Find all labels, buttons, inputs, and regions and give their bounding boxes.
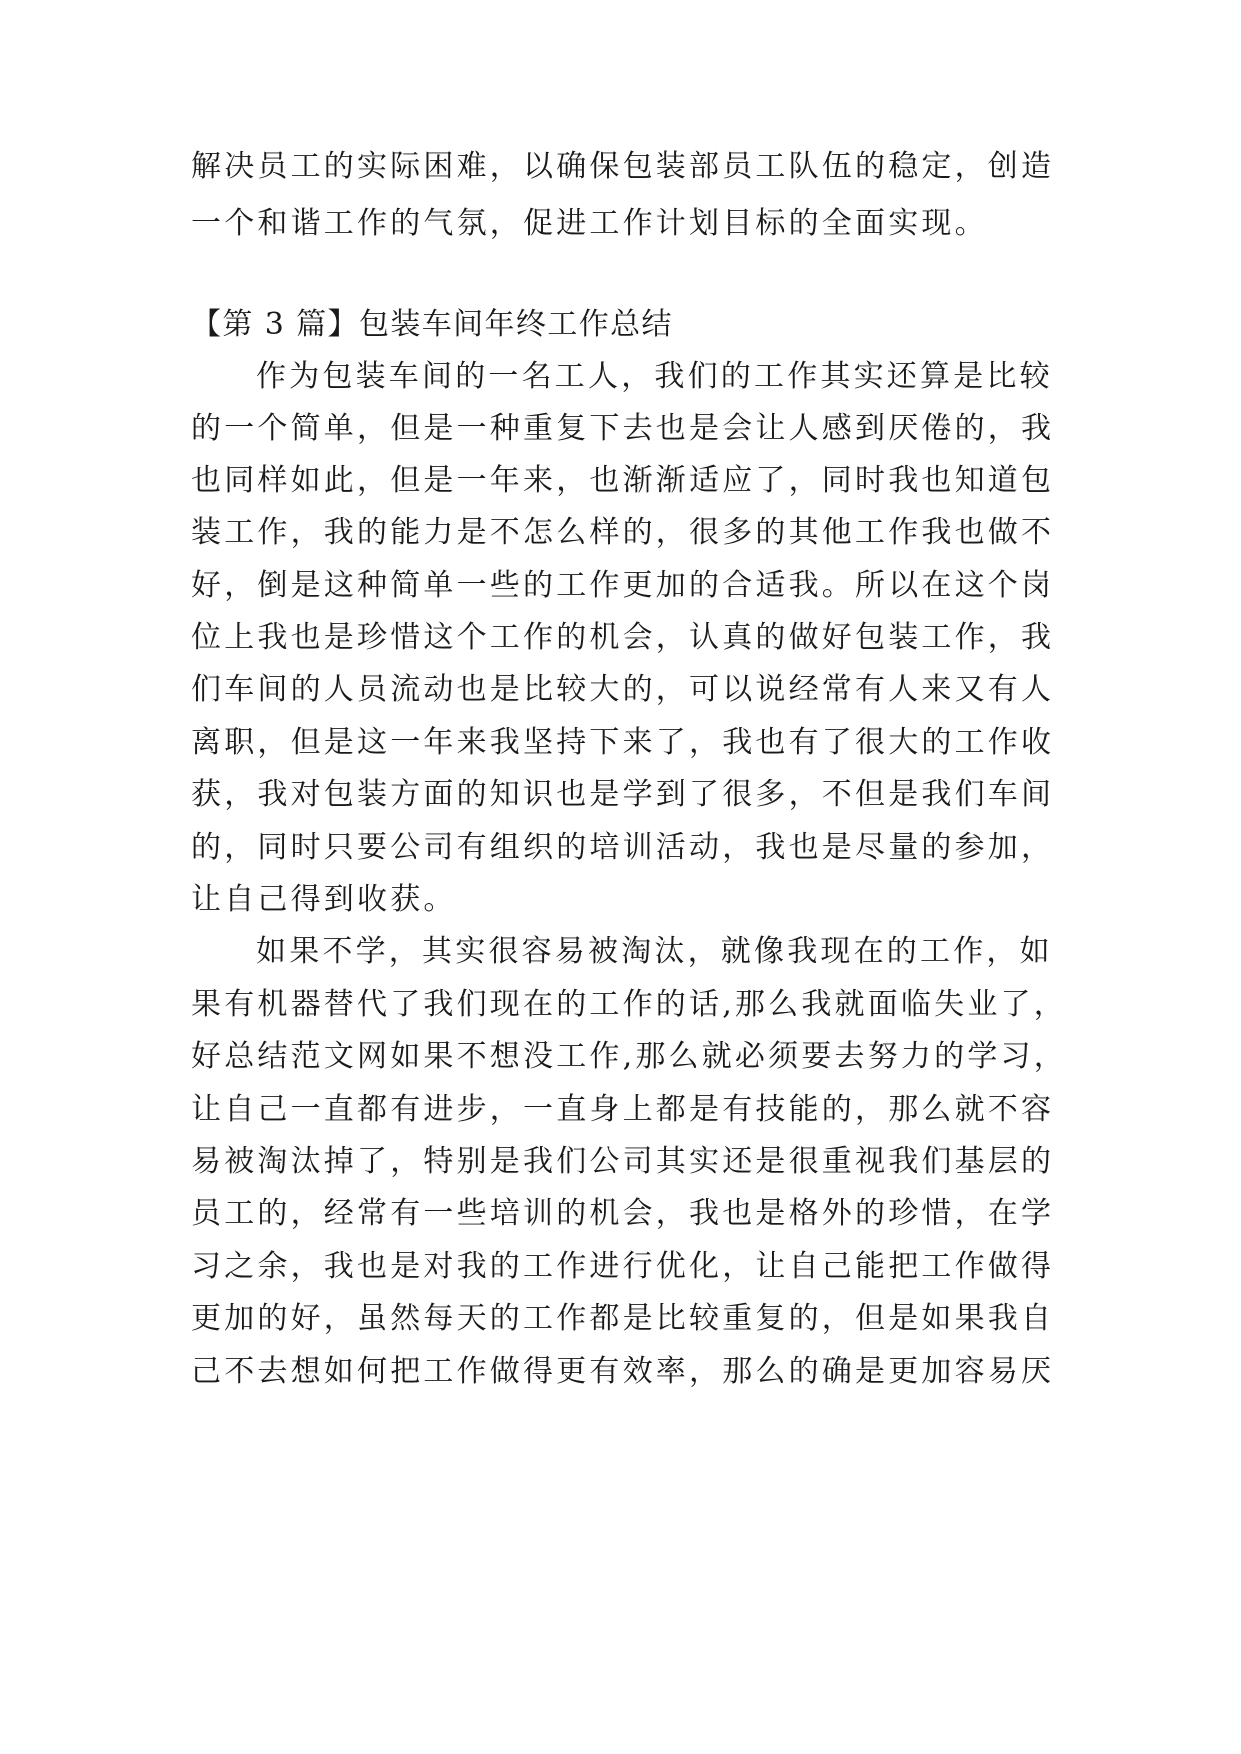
paragraph2-line-6: 员工的，经常有一些培训的机会，我也是格外的珍惜，在学 — [191, 1196, 1055, 1231]
paragraph1-line-2: 的一个简单，但是一种重复下去也是会让人感到厌倦的，我 — [191, 411, 1055, 446]
intro-line-2: 一个和谐工作的气氛，促进工作计划目标的全面实现。 — [191, 206, 988, 241]
paragraph2-line-8: 更加的好，虽然每天的工作都是比较重复的，但是如果我自 — [191, 1301, 1055, 1336]
section-heading: 【第 3 篇】包装车间年终工作总结 — [191, 307, 673, 342]
paragraph1-line-3: 也同样如此，但是一年来，也渐渐适应了，同时我也知道包 — [191, 463, 1055, 498]
paragraph2-line-3: 好总结范文网如果不想没工作,那么就必须要去努力的学习， — [191, 1039, 1067, 1074]
paragraph2-line-9: 己不去想如何把工作做得更有效率，那么的确是更加容易厌 — [191, 1354, 1055, 1389]
paragraph1-line-1: 作为包装车间的一名工人，我们的工作其实还算是比较 — [256, 359, 1053, 394]
paragraph1-line-10: 的，同时只要公司有组织的培训活动，我也是尽量的参加， — [191, 830, 1055, 865]
paragraph1-line-4: 装工作，我的能力是不怎么样的，很多的其他工作我也做不 — [191, 515, 1055, 550]
paragraph2-line-2: 果有机器替代了我们现在的工作的话,那么我就面临失业了， — [191, 987, 1067, 1022]
paragraph1-line-11: 让自己得到收获。 — [191, 882, 457, 917]
paragraph2-line-4: 让自己一直都有进步，一直身上都是有技能的，那么就不容 — [191, 1092, 1055, 1127]
paragraph1-line-9: 获，我对包装方面的知识也是学到了很多，不但是我们车间 — [191, 777, 1055, 812]
paragraph2-line-5: 易被淘汰掉了，特别是我们公司其实还是很重视我们基层的 — [191, 1144, 1055, 1179]
paragraph1-line-6: 位上我也是珍惜这个工作的机会，认真的做好包装工作，我 — [191, 620, 1055, 655]
paragraph2-line-1: 如果不学，其实很容易被淘汰，就像我现在的工作，如 — [256, 934, 1053, 969]
paragraph1-line-7: 们车间的人员流动也是比较大的，可以说经常有人来又有人 — [191, 672, 1055, 707]
paragraph1-line-5: 好，倒是这种简单一些的工作更加的合适我。所以在这个岗 — [191, 568, 1055, 603]
paragraph2-line-7: 习之余，我也是对我的工作进行优化，让自己能把工作做得 — [191, 1249, 1055, 1284]
paragraph1-line-8: 离职，但是这一年来我坚持下来了，我也有了很大的工作收 — [191, 725, 1055, 760]
intro-line-1: 解决员工的实际困难，以确保包装部员工队伍的稳定，创造 — [191, 149, 1055, 184]
